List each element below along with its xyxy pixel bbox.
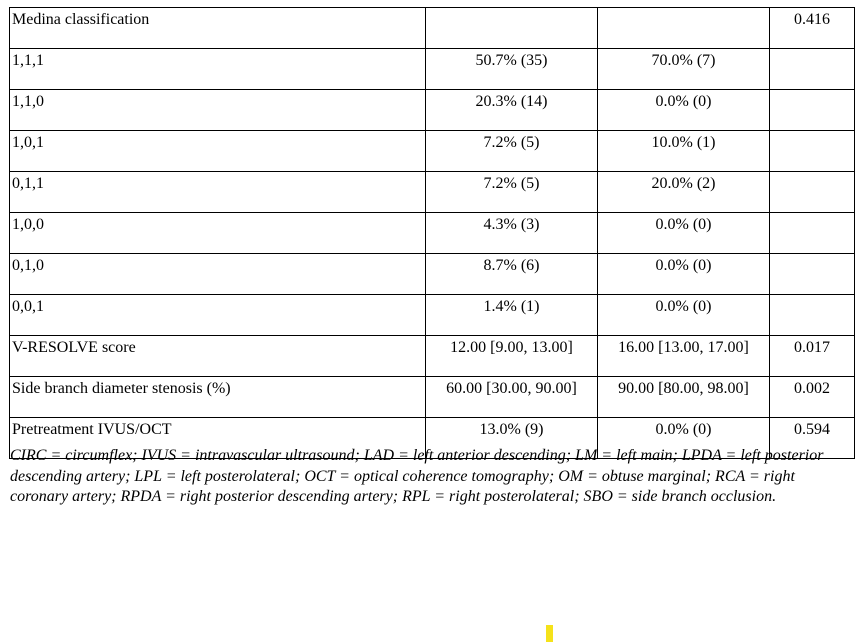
p-value (770, 49, 855, 90)
table-row (10, 172, 855, 213)
text-cursor-marker (546, 625, 553, 642)
row-label: 1,1,0 (10, 90, 426, 131)
row-label: Pretreatment IVUS/OCT (10, 418, 426, 459)
group2-value: 16.00 [13.00, 17.00] (598, 336, 770, 377)
table-row (10, 213, 855, 254)
group2-value: 20.0% (2) (598, 172, 770, 213)
row-label: 1,1,1 (10, 49, 426, 90)
group2-value: 0.0% (0) (598, 254, 770, 295)
table-row (10, 8, 855, 49)
p-value: 0.416 (770, 8, 855, 49)
group1-value: 12.00 [9.00, 13.00] (426, 336, 598, 377)
table-row (10, 295, 855, 336)
group2-value: 90.00 [80.00, 98.00] (598, 377, 770, 418)
p-value (770, 90, 855, 131)
p-value (770, 254, 855, 295)
group1-value: 4.3% (3) (426, 213, 598, 254)
group2-value: 0.0% (0) (598, 213, 770, 254)
table-row (10, 90, 855, 131)
p-value: 0.002 (770, 377, 855, 418)
group2-value: 0.0% (0) (598, 295, 770, 336)
group2-value: 0.0% (0) (598, 418, 770, 459)
group1-value: 7.2% (5) (426, 172, 598, 213)
group1-value: 1.4% (1) (426, 295, 598, 336)
table-row (10, 336, 855, 377)
p-value: 0.017 (770, 336, 855, 377)
table-body (10, 8, 855, 459)
group2-value: 0.0% (0) (598, 90, 770, 131)
group1-value: 8.7% (6) (426, 254, 598, 295)
table-row (10, 131, 855, 172)
group2-value: 10.0% (1) (598, 131, 770, 172)
group1-value: 20.3% (14) (426, 90, 598, 131)
p-value (770, 295, 855, 336)
group2-value (598, 8, 770, 49)
results-table (9, 7, 855, 459)
group1-value: 13.0% (9) (426, 418, 598, 459)
row-label: 1,0,0 (10, 213, 426, 254)
p-value (770, 213, 855, 254)
row-label: 1,0,1 (10, 131, 426, 172)
group1-value: 7.2% (5) (426, 131, 598, 172)
row-label: 0,1,1 (10, 172, 426, 213)
p-value (770, 131, 855, 172)
table-footnote: CIRC = circumflex; IVUS = intravascular ultrasound; LAD = left anterior descending; LM = left main; LPDA = left posterior descending artery; LPL = left posterolateral; OCT = optical coherence tomography; OM = obtuse marginal; RCA = right coronary artery; RPDA = right posterior descending artery; RPL = right posterolateral; SBO = side branch occlusion. (10, 447, 824, 505)
p-value: 0.594 (770, 418, 855, 459)
group1-value: 50.7% (35) (426, 49, 598, 90)
row-label: Side branch diameter stenosis (%) (10, 377, 426, 418)
group2-value: 70.0% (7) (598, 49, 770, 90)
row-label: V-RESOLVE score (10, 336, 426, 377)
row-label: Medina classification (10, 8, 426, 49)
row-label: 0,1,0 (10, 254, 426, 295)
p-value (770, 172, 855, 213)
table-row (10, 49, 855, 90)
group1-value: 60.00 [30.00, 90.00] (426, 377, 598, 418)
group1-value (426, 8, 598, 49)
table-row (10, 377, 855, 418)
table-row (10, 254, 855, 295)
row-label: 0,0,1 (10, 295, 426, 336)
